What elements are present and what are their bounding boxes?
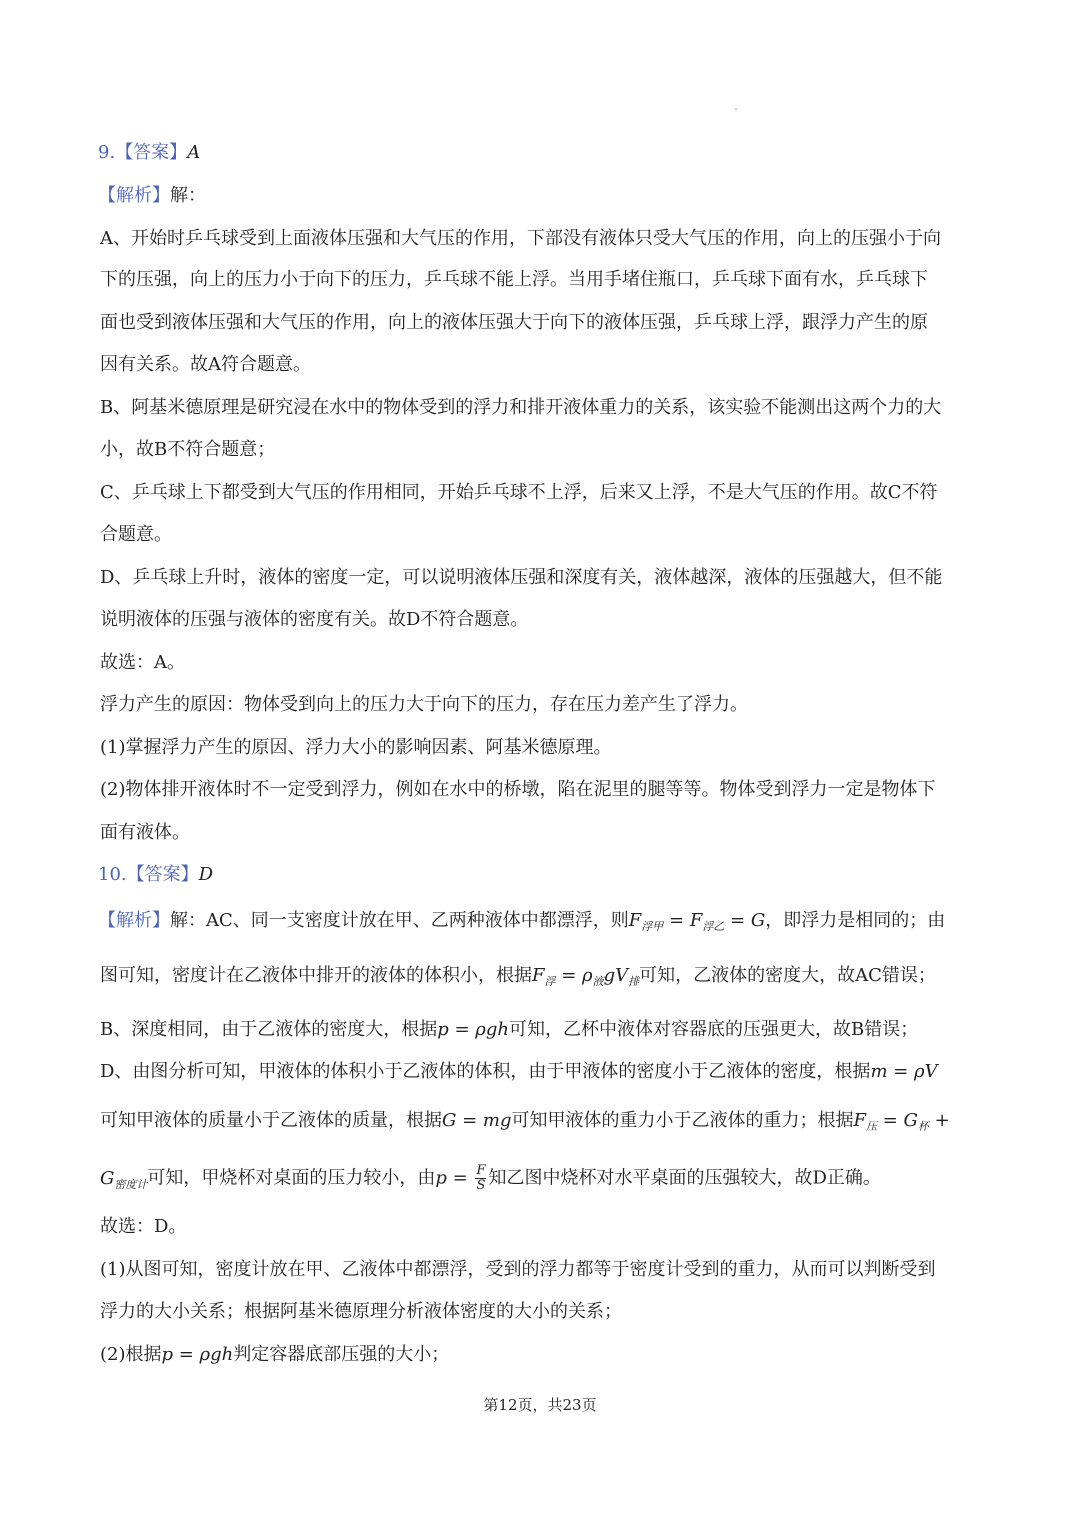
- subscript: 排: [628, 975, 640, 988]
- fraction: [475, 1164, 486, 1193]
- formula: G = mg: [442, 1110, 512, 1131]
- math-op: = ρ: [555, 965, 593, 986]
- scan-dot: [735, 108, 737, 110]
- math-op: = G: [877, 1110, 918, 1131]
- q9-answer: A: [187, 142, 201, 163]
- math-symbol: F: [628, 910, 642, 931]
- math-symbol: gV: [603, 965, 629, 986]
- q9-analysis-header: [98, 184, 988, 208]
- math-symbol: F: [689, 910, 703, 931]
- text: 图可知，密度计在乙液体中排开的液体的体积小，根据: [100, 965, 532, 986]
- formula: [854, 1110, 950, 1131]
- q9-line: 因有关系。故A符合题意。: [100, 354, 311, 375]
- q10-answer: D: [198, 864, 214, 885]
- text: 可知，乙液体的密度大，故AC错误；: [639, 965, 936, 986]
- subscript: 压: [866, 1120, 877, 1133]
- subscript: 浮: [544, 975, 556, 988]
- q9-line: A、开始时乒乓球受到上面液体压强和大气压的作用，下部没有液体只受大气压的作用，向上的压强小于向: [100, 228, 941, 249]
- page-footer: 第12页，共23页: [483, 1396, 597, 1414]
- q10-line-1: [98, 909, 988, 933]
- formula: [532, 965, 639, 986]
- q9-answer-tag: 【答案】: [115, 142, 188, 163]
- q10-line-6: [100, 1164, 990, 1193]
- text: (2)根据: [100, 1344, 162, 1365]
- formula: p = ρgh: [437, 1019, 509, 1040]
- q9-line: D、乒乓球上升时，液体的密度一定，可以说明液体压强和深度有关，液体越深，液体的压强越大，但不能: [100, 567, 943, 588]
- text: 可知甲液体的质量小于乙液体的质量，根据: [100, 1110, 442, 1131]
- fraction-denominator: S: [476, 1178, 486, 1193]
- formula: m = ρV: [870, 1061, 938, 1082]
- q10-line-3: [100, 1018, 990, 1042]
- text: 可知，甲烧杯对桌面的压力较小，由: [147, 1167, 436, 1189]
- q9-line: 故选：A。: [100, 652, 185, 673]
- text: 可知甲液体的重力小于乙液体的重力；根据: [511, 1110, 854, 1131]
- q9-line: 下的压强，向上的压力小于向下的压力，乒乓球不能上浮。当用手堵住瓶口，乒乓球下面有水，乒乓球下: [100, 269, 928, 290]
- q10-analysis-tag: 【解析】: [98, 910, 170, 931]
- formula: p = ρgh: [161, 1344, 234, 1365]
- q9-line: 面也受到液体压强和大气压的作用，向上的液体压强大于向下的液体压强，乒乓球上浮，跟浮力产生的原: [100, 312, 928, 333]
- formula: p =: [435, 1167, 474, 1189]
- fraction-numerator: F: [476, 1163, 486, 1178]
- math-symbol: F: [532, 965, 545, 986]
- formula: [100, 1168, 147, 1189]
- q10-line-2: [100, 964, 990, 988]
- q9-line: (1)掌握浮力产生的原因、浮力大小的影响因素、阿基米德原理。: [100, 737, 612, 758]
- text: 可知，乙杯中液体对容器底的压强更大，故B错误；: [508, 1019, 919, 1040]
- q9-line: 合题意。: [100, 524, 172, 545]
- q9-header: [98, 141, 988, 165]
- subscript: 密度计: [114, 1177, 148, 1191]
- q9-line: 面有液体。: [100, 822, 190, 843]
- q9-line: C、乒乓球上下都受到大气压的作用相同，开始乒乓球不上浮，后来又上浮，不是大气压的作用。故C不符: [100, 482, 938, 503]
- q10-line-8: (1)从图可知，密度计放在甲、乙液体中都漂浮，受到的浮力都等于密度计受到的重力，从而可以判断受到: [100, 1259, 936, 1280]
- subscript: 浮乙: [702, 920, 725, 933]
- q10-answer-tag: 【答案】: [126, 864, 199, 885]
- text: 解：AC、同一支密度计放在甲、乙两种液体中都漂浮，则: [170, 910, 629, 931]
- q9-number: 9.: [98, 142, 116, 163]
- math-op: +: [928, 1110, 950, 1131]
- q10-line-5: [100, 1109, 990, 1133]
- formula: [629, 910, 765, 931]
- q10-line-9: 浮力的大小关系；根据阿基米德原理分析液体密度的大小的关系；: [100, 1301, 622, 1322]
- math-op: = G: [724, 910, 766, 931]
- q10-line-4: [100, 1060, 990, 1084]
- subscript: 浮甲: [641, 920, 664, 933]
- math-op: =: [663, 910, 690, 931]
- q9-line: (2)物体排开液体时不一定受到浮力，例如在水中的桥墩，陷在泥里的腿等等。物体受到浮力一定是物体下: [100, 779, 936, 800]
- text: 判定容器底部压强的大小；: [233, 1344, 450, 1365]
- q9-analysis-start: 解：: [170, 185, 206, 206]
- q9-line: 小，故B不符合题意；: [100, 439, 276, 460]
- text: B、深度相同，由于乙液体的密度大，根据: [100, 1019, 438, 1040]
- subscript: 液: [592, 975, 604, 988]
- q9-line: 说明液体的压强与液体的密度有关。故D不符合题意。: [100, 609, 529, 630]
- math-symbol: F: [853, 1110, 866, 1131]
- text: D、由图分析可知，甲液体的体积小于乙液体的体积，由于甲液体的密度小于乙液体的密度，根据: [100, 1061, 871, 1082]
- q9-analysis-tag: 【解析】: [98, 185, 170, 206]
- q10-line-7: 故选：D。: [100, 1216, 187, 1237]
- q9-line: 浮力产生的原因：物体受到向上的压力大于向下的压力，存在压力差产生了浮力。: [100, 694, 748, 715]
- math-symbol: G: [100, 1167, 115, 1189]
- text: 知乙图中烧杯对水平桌面的压强较大，故D正确。: [488, 1167, 881, 1189]
- q10-number: 10.: [98, 864, 127, 885]
- text: ，即浮力是相同的；由: [765, 910, 946, 931]
- q9-line: B、阿基米德原理是研究浸在水中的物体受到的浮力和排开液体重力的关系，该实验不能测出这两个力的大: [100, 397, 942, 418]
- q10-header: [98, 863, 988, 887]
- q10-line-10: [100, 1343, 990, 1367]
- subscript: 杯: [917, 1120, 929, 1133]
